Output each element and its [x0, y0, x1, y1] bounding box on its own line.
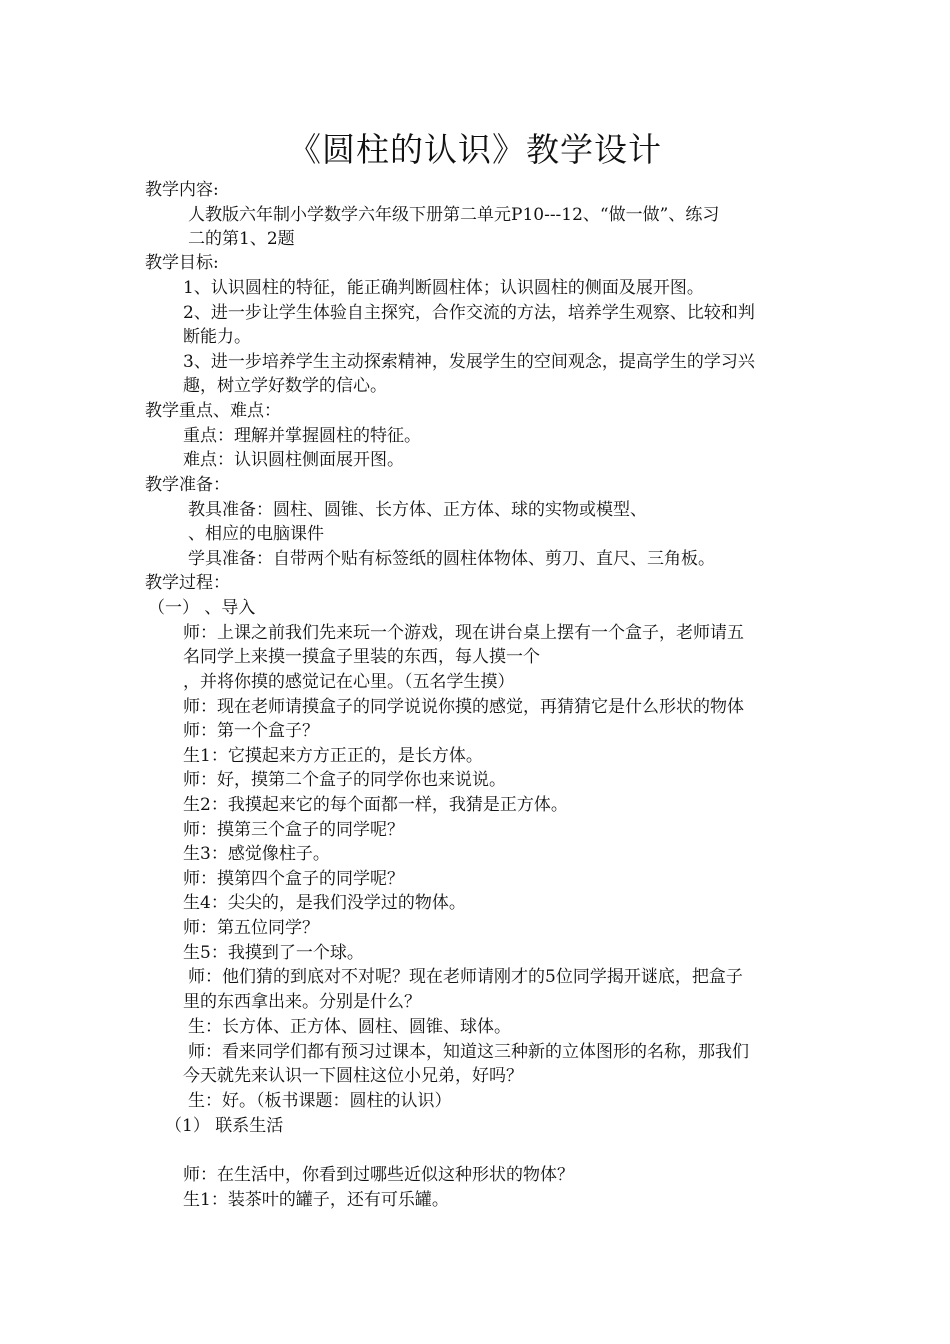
keypoint-line: 重点：理解并掌握圆柱的特征。 — [183, 426, 421, 446]
dialogue-line: 师：在生活中，你看到过哪些近似这种形状的物体？ — [183, 1165, 574, 1185]
objective-line: 趣，树立学好数学的信心。 — [183, 376, 387, 396]
dialogue-line: 今天就先来认识一下圆柱这位小兄弟，好吗？ — [183, 1066, 523, 1086]
section-heading-process: 教学过程： — [145, 573, 230, 593]
dialogue-line: 师：现在老师请摸盒子的同学说说你摸的感觉，再猜猜它是什么形状的物体 — [183, 697, 744, 717]
preparation-line: 教具准备：圆柱、圆锥、长方体、正方体、球的实物或模型、 — [188, 500, 647, 520]
keypoint-line: 难点：认识圆柱侧面展开图。 — [183, 450, 404, 470]
preparation-line: 、相应的电脑课件 — [188, 524, 324, 544]
dialogue-line: 师：摸第三个盒子的同学呢？ — [183, 820, 404, 840]
dialogue-line: 里的东西拿出来。分别是什么？ — [183, 992, 421, 1012]
dialogue-line: 师：第一个盒子？ — [183, 721, 319, 741]
dialogue-line: 生1：装茶叶的罐子，还有可乐罐。 — [183, 1190, 449, 1210]
dialogue-line: 师：摸第四个盒子的同学呢？ — [183, 869, 404, 889]
dialogue-line: 生3：感觉像柱子。 — [183, 844, 330, 864]
dialogue-line: 生2：我摸起来它的每个面都一样，我猜是正方体。 — [183, 795, 568, 815]
content-line: 二的第1、2题 — [188, 229, 295, 249]
dialogue-line: 师：上课之前我们先来玩一个游戏，现在讲台桌上摆有一个盒子，老师请五 — [183, 623, 744, 643]
section-heading-preparation: 教学准备： — [145, 475, 230, 495]
subsection-heading-intro: （一） 、导入 — [148, 598, 256, 618]
section-heading-keypoints: 教学重点、难点： — [145, 401, 281, 421]
objective-line: 3、进一步培养学生主动探索精神，发展学生的空间观念，提高学生的学习兴 — [183, 352, 755, 372]
subsection-heading-life: （1） 联系生活 — [165, 1116, 284, 1136]
preparation-line: 学具准备：自带两个贴有标签纸的圆柱体物体、剪刀、直尺、三角板。 — [188, 549, 715, 569]
dialogue-line: 生4：尖尖的，是我们没学过的物体。 — [183, 893, 466, 913]
section-heading-objectives: 教学目标: — [145, 253, 219, 273]
dialogue-line: 生：好。（板书课题：圆柱的认识） — [188, 1091, 452, 1111]
content-line: 人教版六年制小学数学六年级下册第二单元P10---12、“做一做”、练习 — [188, 205, 720, 225]
dialogue-line: 师：第五位同学？ — [183, 918, 319, 938]
dialogue-line: 名同学上来摸一摸盒子里装的东西，每人摸一个 — [183, 647, 540, 667]
dialogue-line: 生5：我摸到了一个球。 — [183, 943, 364, 963]
dialogue-line: 生1：它摸起来方方正正的，是长方体。 — [183, 746, 483, 766]
dialogue-line: 生：长方体、正方体、圆柱、圆锥、球体。 — [188, 1017, 511, 1037]
dialogue-line: 师：他们猜的到底对不对呢？现在老师请刚才的5位同学揭开谜底，把盒子 — [188, 967, 743, 987]
objective-line: 1、认识圆柱的特征，能正确判断圆柱体；认识圆柱的侧面及展开图。 — [183, 278, 704, 298]
dialogue-line: ，并将你摸的感觉记在心里。（五名学生摸） — [183, 672, 515, 692]
objective-line: 2、进一步让学生体验自主探究，合作交流的方法，培养学生观察、比较和判 — [183, 303, 755, 323]
objective-line: 断能力。 — [183, 327, 251, 347]
document-title: 《圆柱的认识》教学设计 — [288, 130, 662, 169]
dialogue-line: 师：看来同学们都有预习过课本，知道这三种新的立体图形的名称，那我们 — [188, 1042, 749, 1062]
section-heading-content: 教学内容: — [145, 180, 219, 200]
dialogue-line: 师：好，摸第二个盒子的同学你也来说说。 — [183, 770, 506, 790]
